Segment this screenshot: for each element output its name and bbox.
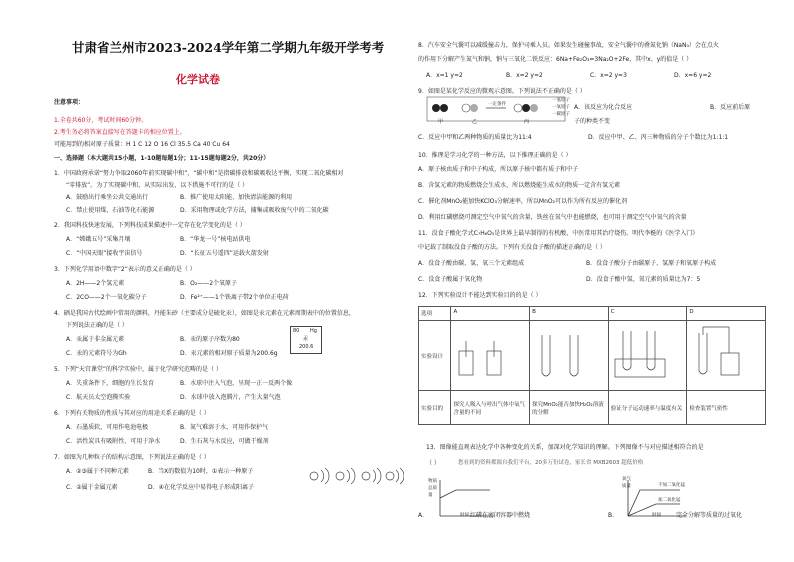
q13-b-legend-1: 不加二氧化锰 (658, 483, 685, 488)
q6-option-b[interactable]: B．氮气难溶于水，可用作保护气 (180, 424, 269, 431)
q6-option-a[interactable]: A．石墨质软，可用作电池电极 (66, 424, 149, 431)
q12-design-a (451, 321, 530, 391)
notice-2: 2.考生务必将答案直接写在答题卡的相应位置上。 (54, 129, 186, 136)
q10-option-d[interactable]: D．利用红磷燃烧可测定空气中氧气的含量，铁丝在氧气中也能燃烧，也可用于测定空气中氧气的含量 (418, 214, 687, 221)
q12-stem: 12．下列实验设计不能达到实验目的的是（ ） (418, 292, 542, 299)
reaction-micro-diagram (426, 96, 566, 122)
q3-stem: 3．下列化学用语中数字“2”表示的意义正确的是（ ） (54, 266, 196, 273)
q10-option-a[interactable]: A．原子核由质子和中子构成，所以原子核中都有质子和中子 (418, 166, 579, 173)
q8-stem: 8．汽车安全气囊可以减缓撞击力，保护司乘人员。如果发生碰撞事故，安全气囊中的叠氮化钠（NaN₃）会在点火 (418, 42, 719, 49)
q13-b-legend-2: 加二氧化锰 (658, 498, 681, 503)
q11-option-c[interactable]: C．没食子酸属于氧化物 (418, 276, 483, 283)
q9-option-d[interactable]: D．反应中甲、乙、丙三种物质的分子个数比为1:1:1 (588, 134, 729, 141)
q12-purpose-b: 探究MnO₂能否加快H₂O₂溶液的分解 (530, 391, 609, 425)
q8-option-c[interactable]: C．x=2 y=3 (590, 72, 627, 79)
q8-stem-2: 的作用下分解产生氮气和钠，钠与三氧化二铁反应：6Na+Fe₂O₃=3Na₂O+2Fe，其中x、y的值是（ ） (418, 56, 693, 63)
q2-option-a[interactable]: A．“嫦娥五号”采集月壤 (66, 236, 131, 243)
cell-symbol: Hg (310, 328, 317, 334)
q12-header-option: 选项 (419, 307, 451, 321)
q5-option-a[interactable]: A．失重条件下，细胞的生长发育 (66, 380, 155, 387)
exam-subtitle: 化学试卷 (176, 73, 220, 86)
q12-apparatus-b-icon (532, 323, 594, 383)
q9-legend-o: 一氧原子 (552, 105, 570, 110)
q7-option-a[interactable]: A．②③属于不同种元素 (66, 468, 129, 475)
q11-option-a[interactable]: A．没食子酸由碳、氢、氧三个元素组成 (418, 260, 525, 267)
q9-label-bing: 丙 (524, 119, 530, 125)
q1-stem: 1．中国政府承诺“努力争取2060年前实现碳中和”，“碳中和”是指碳排放和碳吸收达平衡，实现二氧化碳相对 (54, 170, 344, 177)
q13-stem: 13．图像能直观表达化学中各种变化的关系，加深对化学知识的理解。下列图像不与对应描述相符合的是 (426, 444, 704, 451)
q6-option-d[interactable]: D．生石灰与水反应，可做干燥剂 (180, 438, 269, 445)
q9-stem: 9．如图是某化学反应的微观示意图。下列说法不正确的是（ ） (418, 88, 586, 95)
q1-stem-2: “零排放”。为了实现碳中和，从实际出发，以下措施不可行的是（ ） (66, 182, 249, 189)
q13-a-ylabel: 物质总质量 (428, 479, 437, 498)
q12-apparatus-d-icon (689, 323, 751, 383)
notice-heading: 注意事项： (54, 99, 85, 106)
q12-letter-b: B (530, 307, 609, 321)
q3-option-a[interactable]: A．2H——2个氢元素 (66, 280, 125, 287)
q11-option-b[interactable]: B．没食子酸分子由碳原子、氢原子和氧原子构成 (586, 260, 717, 267)
q12-purpose-c: 验证分子运动速率与温度有关 (608, 391, 687, 425)
q9-label-yi: 乙 (472, 119, 478, 125)
q13-b-ylabel: 氧气质量 (622, 477, 631, 489)
q9-option-b-cont: 子的种类不变 (574, 118, 611, 125)
q12-purpose-a: 探究人吸入与呼出气体中氧气含量的不同 (451, 391, 530, 425)
q6-option-c[interactable]: C．活性炭具有吸附性，可用于净水 (66, 438, 161, 445)
q13-b-caption: 完全分解等质量的过氧化 (676, 512, 743, 519)
q13-stem-2: （ ） (426, 460, 440, 467)
q2-option-d[interactable]: D．“长征五号遥四”运载火箭发射 (180, 250, 269, 257)
cell-name: 汞 (303, 336, 309, 342)
q12-design-d (687, 321, 766, 391)
q1-option-b[interactable]: B．推广使用太阳能、加快清洁能源的利用 (180, 194, 293, 201)
q4-stem-2: 下列说法正确的是（ ） (66, 322, 128, 329)
q12-apparatus-c-icon (611, 323, 673, 383)
q5-option-b[interactable]: B．水球中注入气泡，呈现一正一反两个像 (180, 380, 293, 387)
q9-option-b[interactable]: B．反应前后原 (710, 104, 751, 111)
periodic-cell (290, 326, 322, 354)
q2-option-b[interactable]: B．“华龙一号”核电站供电 (180, 236, 251, 243)
left-column (52, 0, 407, 562)
section-1-heading: 一、选择题（本大题共15小题，1-10题每题1分；11-15题每题2分，共20分） (54, 155, 270, 162)
q1-option-d[interactable]: D．采用物理或化学方法，捕集或吸收废气中的二氧化碳 (180, 207, 329, 214)
q12-experiment-table (418, 306, 766, 425)
q7-option-d[interactable]: D．④在化学反应中易得电子形成阳离子 (148, 484, 254, 491)
q1-option-c[interactable]: C．禁止使用煤、石油等化石能源 (66, 207, 155, 214)
q10-stem: 10．推理是学习化学的一种方法，以下推理正确的是（ ） (418, 152, 572, 159)
q9-legend-h: 一氢原子 (552, 98, 570, 103)
particle-structure-diagrams (304, 462, 404, 490)
atomic-masses: 可能用到的相对原子质量：H 1 C 12 O 16 Cl 35.5 Ca 40 Cu 64 (54, 141, 230, 148)
q7-option-b[interactable]: B．当X的数值为10时，①表示一种原子 (148, 468, 254, 475)
q13-option-b[interactable]: B． (608, 512, 619, 519)
q7-option-c[interactable]: C．②属于金属元素 (66, 484, 118, 491)
q13-option-a[interactable]: A． (418, 512, 429, 519)
q3-option-d[interactable]: D．Fe²⁺——1个铁离子带2个单位正电荷 (180, 294, 289, 301)
q13-b-xlabel: 时间 (652, 513, 661, 518)
q5-option-c[interactable]: C．航天员太空泡腾实验 (66, 394, 131, 401)
q2-option-c[interactable]: C．“中国天眼”接收宇宙信号 (66, 250, 143, 257)
cell-number: 80 (293, 328, 300, 334)
q9-arrow-label: 一定条件 (488, 102, 506, 107)
q11-stem-2: 中记载了制取没食子酸的方法。下列有关没食子酸的描述正确的是（ ） (418, 244, 606, 251)
q5-stem: 5．下列“天宫课堂”的科学实验中，属于化学研究范畴的是（ ） (54, 366, 222, 373)
right-column (418, 0, 768, 562)
q10-option-b[interactable]: B．含氢元素的物质燃烧会生成水，所以燃烧能生成水的物质一定含有氢元素 (418, 182, 621, 189)
cell-mass: 200.6 (299, 344, 314, 350)
q8-option-b[interactable]: B．x=2 y=2 (506, 72, 543, 79)
q4-stem: 4．硒是我国古代绘画中常用的颜料，丹能朱砂（主要成分是硫化汞），如图是汞元素在元素周期表中的位置信息， (54, 310, 355, 317)
q9-option-a[interactable]: A．该反应为化合反应 (574, 104, 633, 111)
q12-apparatus-a-icon (453, 323, 515, 383)
q8-option-a[interactable]: A．x=1 y=2 (426, 72, 463, 79)
q3-option-c[interactable]: C．2CO——2个一氧化碳分子 (66, 294, 147, 301)
q4-option-a[interactable]: A．汞属于非金属元素 (66, 336, 125, 343)
q13-a-xlabel: 时间 (460, 513, 469, 518)
q9-option-c[interactable]: C．反应中甲和乙两种物质的质量比为11:4 (418, 134, 532, 141)
q3-option-b[interactable]: B．O₂——2个氧原子 (180, 280, 238, 287)
q11-stem: 11．没食子酸化学式C₇H₆O₅是世界上最早制得的有机酸，中医常用其治疗烧伤。明代李梃的《医学入门》 (418, 230, 699, 237)
notice-1: 1.全卷共60分，考试时间60分钟。 (54, 117, 147, 124)
q9-label-jia: 甲 (438, 119, 444, 125)
q10-option-c[interactable]: C．催化剂MnO₂能加快KClO₃分解速率，所以MnO₂可以作为所有反应的催化剂 (418, 198, 627, 205)
q5-option-d[interactable]: D．水球中放入泡腾片，产生大量气泡 (180, 394, 281, 401)
q12-header-design: 实验设计 (419, 321, 451, 391)
q9-legend-c: 一碳原子 (552, 112, 570, 117)
q7-stem: 7．如图为几种粒子的结构示意图，下列说法正确的是（ ） (54, 454, 210, 461)
exam-title: 甘肃省兰州市2023-2024学年第二学期九年级开学考考 (72, 40, 385, 55)
q12-design-b (530, 321, 609, 391)
q4-option-b[interactable]: B．汞的原子序数为80 (180, 336, 240, 343)
q1-option-a[interactable]: A．鼓励出行乘坐公共交通出行 (66, 194, 149, 201)
q12-letter-a: A (451, 307, 530, 321)
q6-stem: 6．下列有关物质的性质与其对应的用途关系正确的是（ ） (54, 410, 210, 417)
q4-option-d[interactable]: D．汞元素的相对原子质量为200.6g (180, 350, 278, 357)
q8-option-d[interactable]: D．x=6 y=2 (674, 72, 712, 79)
q12-header-purpose: 实验目的 (419, 391, 451, 425)
q4-option-c[interactable]: C．汞的元素符号为Gh (66, 350, 127, 357)
q12-letter-c: C (608, 307, 687, 321)
q12-design-c (608, 321, 687, 391)
q12-letter-d: D (687, 307, 766, 321)
q12-purpose-d: 检查装置气密性 (687, 391, 766, 425)
q13-a-caption: 红磷在密闭容器中燃烧 (470, 512, 531, 519)
watermark-text: 您看到的资料都源自我们平台，20多万份试卷，家长省 MXB2603 超低价格 (458, 460, 644, 466)
q2-stem: 2．我国科技快速发展，下列科技成果描述中一定存在化学变化的是（ ） (54, 222, 246, 229)
q11-option-d[interactable]: D．没食子酸中氢、氧元素的质量比为7：5 (586, 276, 701, 283)
